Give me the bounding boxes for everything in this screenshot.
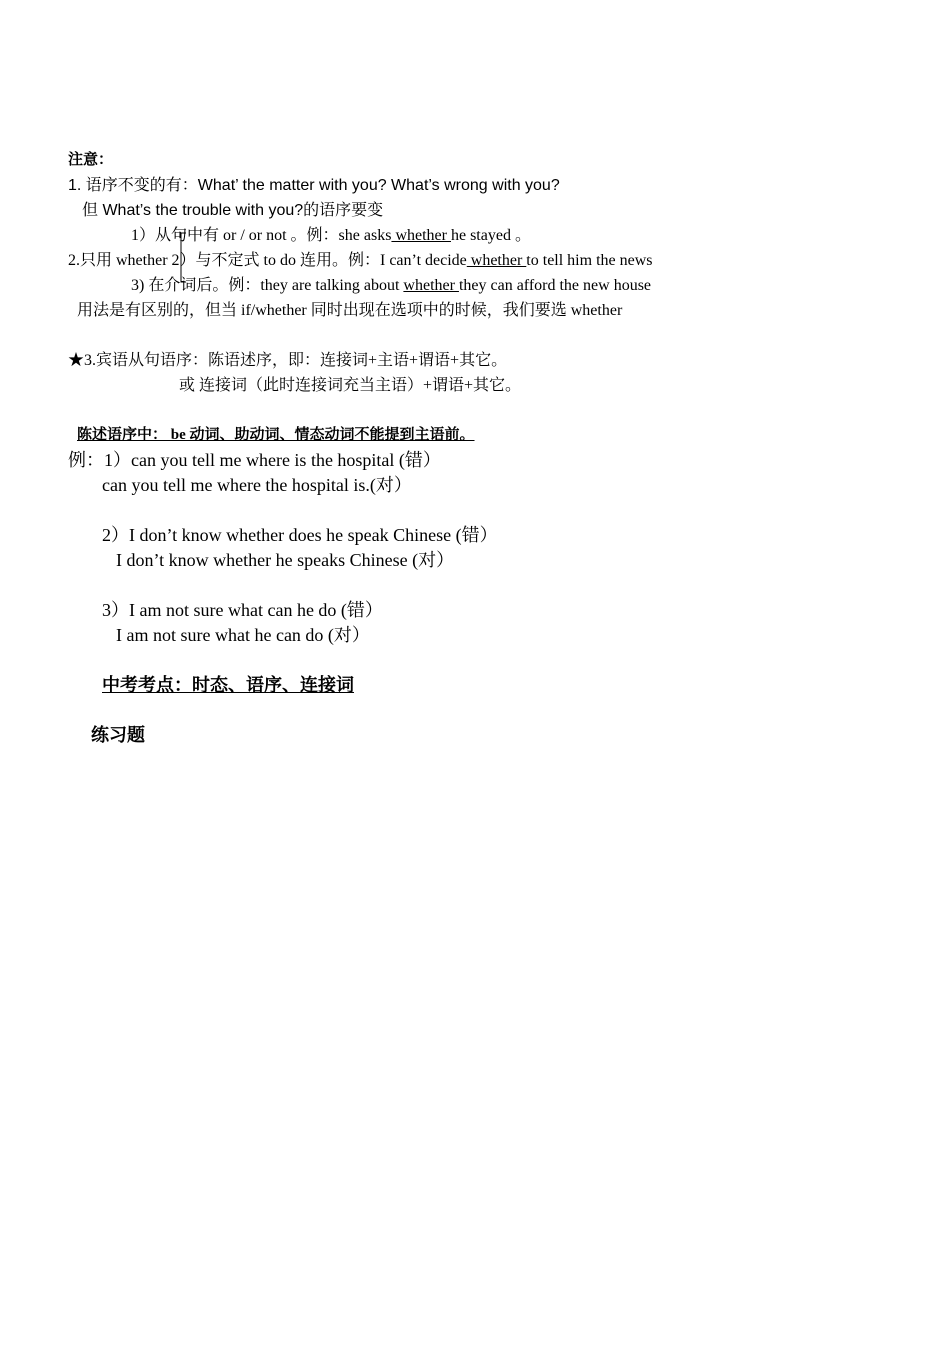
whether-case-2: [68, 251, 653, 270]
whether-case-3: [131, 276, 651, 295]
bracket-divider: [176, 232, 188, 284]
exam-points-heading: 中考考点：时态、语序、连接词: [102, 675, 354, 695]
case-3-text: 3) 在介词后。例：they are talking about: [131, 277, 404, 294]
example-1-right: can you tell me where the hospital is.(对）: [102, 475, 412, 495]
case-1-tail: he stayed 。: [450, 227, 531, 244]
whether-case-1: [131, 226, 531, 245]
word-order-rule-1: ★3.宾语从句语序：陈语述序，即：连接词+主语+谓语+其它。: [68, 352, 508, 369]
case-3-tail: they can afford the new house: [458, 277, 652, 294]
word-order-rule-2: 或 连接词（此时连接词充当主语）+谓语+其它。: [179, 377, 522, 394]
case-2-tail: to tell him the news: [526, 252, 653, 269]
example-1-wrong: 例：1）can you tell me where is the hospital (错）: [68, 450, 441, 470]
notes-heading: 注意：: [68, 151, 114, 168]
example-3-wrong: 3）I am not sure what can he do (错）: [102, 600, 383, 620]
case-1-text: 1）从句中有 or / or not 。例：she asks: [131, 227, 392, 244]
example-2-wrong: 2）I don’t know whether does he speak Chinese (错）: [102, 525, 498, 545]
case-2-text: 2）与不定式 to do 连用。例：I can’t decide: [171, 252, 467, 269]
case-3-whether: whether: [403, 277, 459, 294]
example-3-right: I am not sure what he can do (对）: [116, 625, 370, 645]
exercises-heading: 练习题: [91, 725, 145, 745]
example-2-right: I don’t know whether he speaks Chinese (对）: [116, 550, 455, 570]
usage-note: 用法是有区别的，但当 if/whether 同时出现在选项中的时候，我们要选 whether: [77, 302, 623, 319]
note-1-line-b: 但 What’s the trouble with you?的语序要变: [82, 202, 384, 219]
case-2-whether: whether: [466, 252, 527, 269]
note-1-line-a: 1. 语序不变的有：What’ the matter with you? What’s wrong with you?: [68, 177, 560, 194]
case-2-lead: 2.只用 whether: [68, 252, 172, 269]
statement-order-rule: 陈述语序中： be 动词、助动词、情态动词不能提到主语前。: [77, 427, 475, 443]
case-1-whether: whether: [391, 227, 451, 244]
